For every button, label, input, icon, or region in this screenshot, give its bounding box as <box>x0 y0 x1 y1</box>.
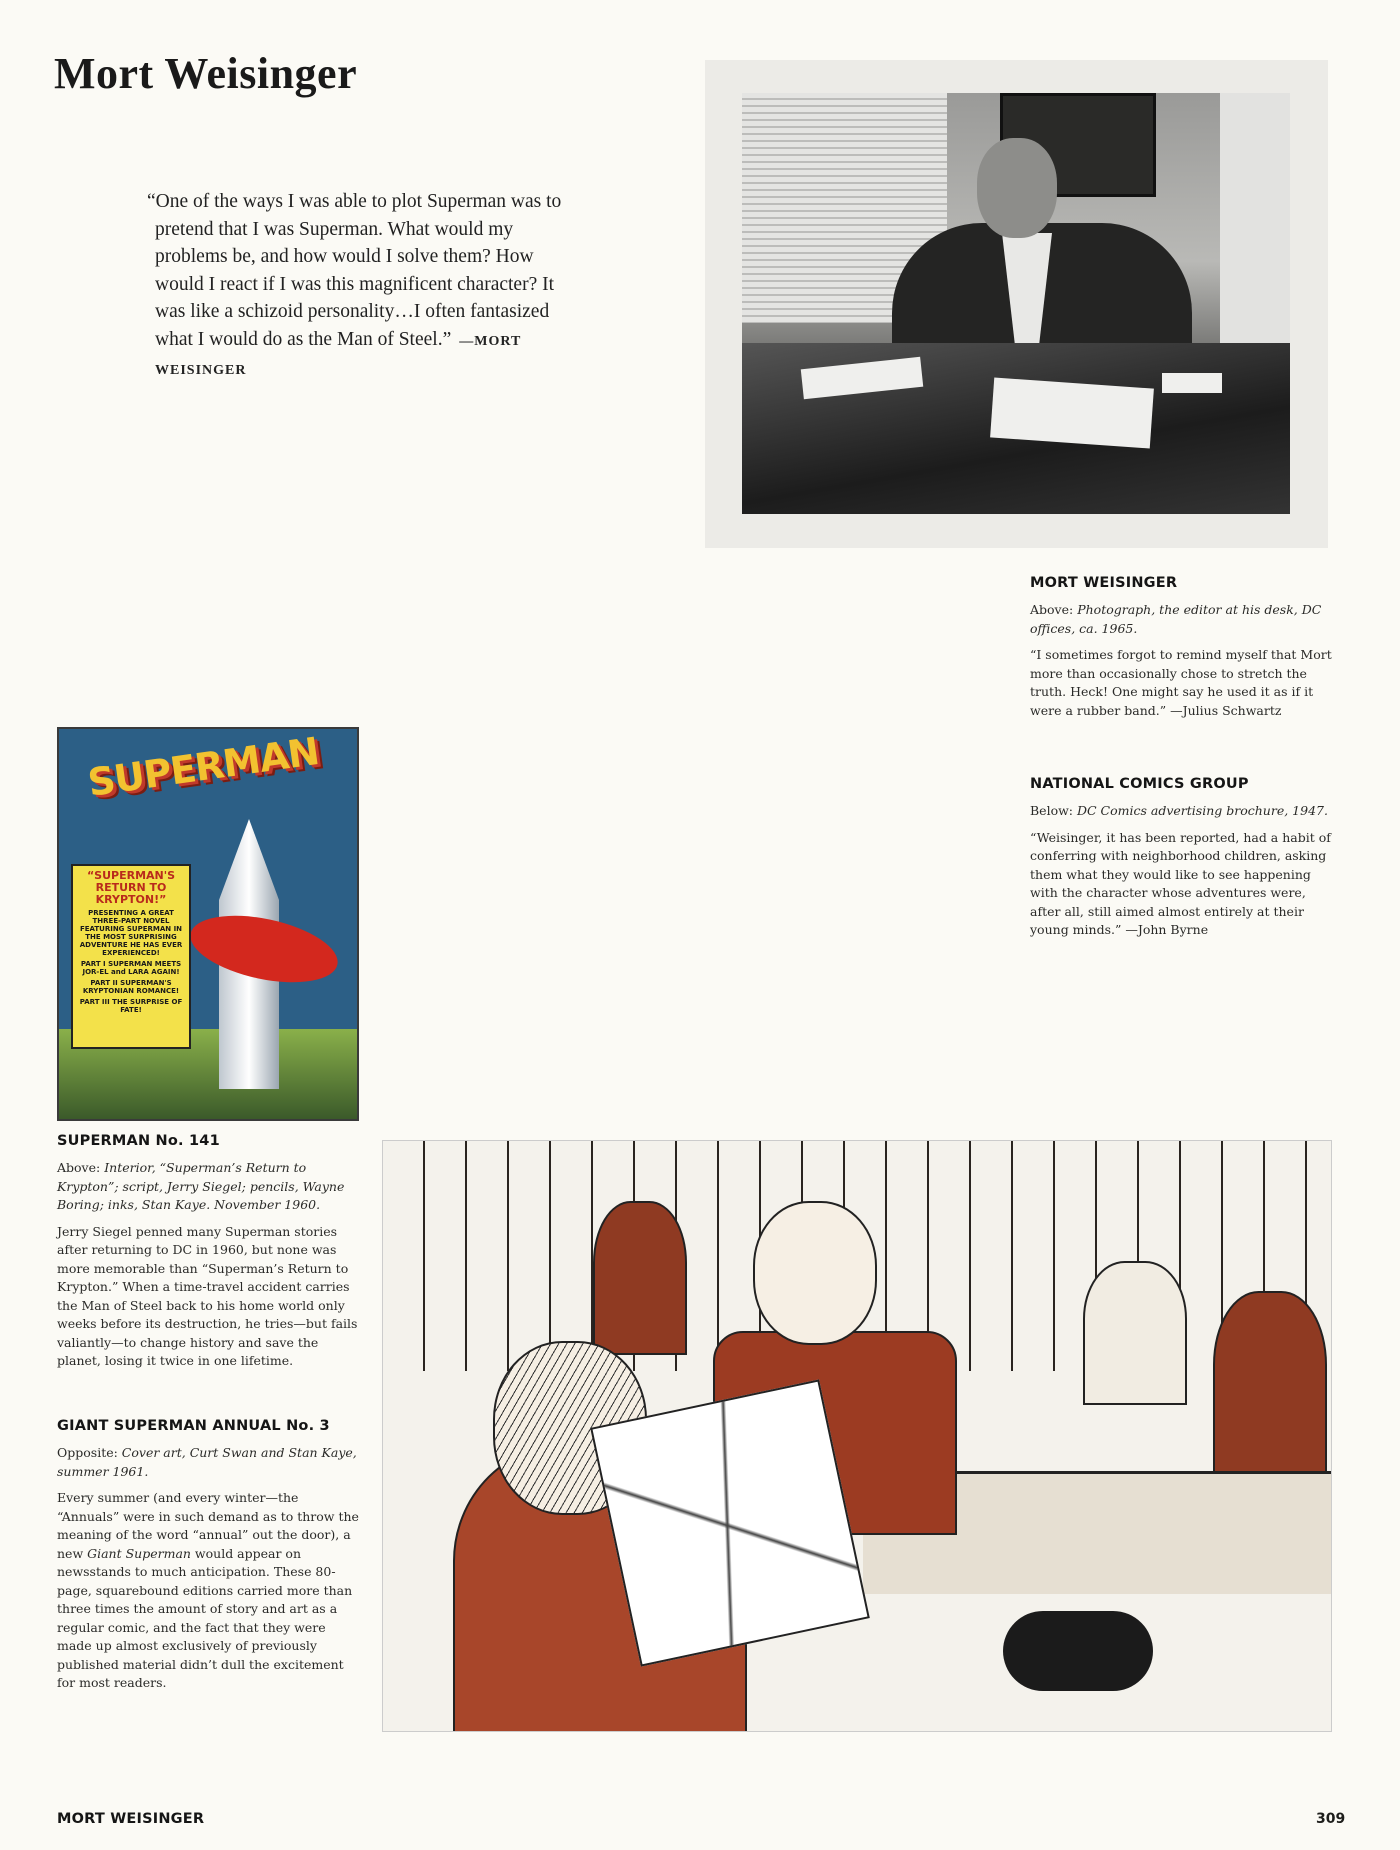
caption-body-part: would appear on newsstands to much anticipation. These 80-page, squarebound editions carried more than three times the amount of story and art as a regular comic, and the fact that they were made up almost exclusively of previously published material didn’t dull the excitement for most readers. <box>57 1545 353 1690</box>
cover-part: PART III THE SURPRISE OF FATE! <box>79 998 183 1014</box>
caption-body-italic: Giant Superman <box>87 1545 191 1561</box>
page-number: 309 <box>1316 1811 1346 1827</box>
telephone <box>1003 1611 1153 1691</box>
caption-body: “I sometimes forgot to remind myself that Mort more than occasionally chose to stretch the truth. Heck! One might say he used it as if it were a rubber band.” —Julius Schwartz <box>1030 647 1332 718</box>
head <box>977 138 1057 238</box>
cover-blurb: PRESENTING A GREAT THREE-PART NOVEL FEATURING SUPERMAN IN THE MOST SURPRISING ADVENTURE HE HAS EVER EXPERIENCED! <box>79 909 183 957</box>
layout-sheet <box>590 1379 870 1666</box>
caption-body-part: Every summer (and every winter—the “Annuals” were in such demand as to throw the meaning of the word “annual” out the door), a new <box>57 1490 359 1561</box>
caption-heading: NATIONAL COMICS GROUP <box>1030 776 1249 792</box>
caption-lead <box>57 1444 362 1481</box>
footer-section-label: MORT WEISINGER <box>57 1811 205 1827</box>
caption-lead-italic: Cover art, Curt Swan and Stan Kaye, summer 1961. <box>57 1445 357 1479</box>
caption-lead-italic: DC Comics advertising brochure, 1947. <box>1077 803 1328 818</box>
cover-part: PART I SUPERMAN MEETS JOR-EL and LARA AGAIN! <box>80 960 182 976</box>
caption-body: Jerry Siegel penned many Superman stories after returning to DC in 1960, but none was more memorable than “Superman’s Return to Krypton.” When a time-travel accident carries the Man of Steel back to his home world only weeks before its destruction, he tries—but fails valiantly—to change history and save the planet, losing it twice in one lifetime. <box>57 1223 358 1368</box>
caption-superman-141 <box>57 1133 362 1371</box>
caption-mort-weisinger <box>1030 575 1340 720</box>
desk-paper <box>990 377 1154 448</box>
caption-lead <box>1030 802 1340 821</box>
man-figure <box>1213 1291 1327 1475</box>
caption-heading: GIANT SUPERMAN ANNUAL No. 3 <box>57 1418 330 1434</box>
quote-text: “One of the ways I was able to plot Superman was to pretend that I was Superman. What would my problems be, and how would I solve them? How would I react if I was this magnificent character? It was like a schizoid personality…I often fantasized what I would do as the Man of Steel.” <box>147 191 562 350</box>
caption-body: “Weisinger, it has been reported, had a habit of conferring with neighborhood children, asking them what they would like to see happening with the character whose adventures were, after all, still aimed almost entirely at their young minds.” —John Byrne <box>1030 829 1331 937</box>
caption-giant-superman-annual-3 <box>57 1418 362 1693</box>
caption-lead <box>1030 601 1340 638</box>
caption-body <box>57 1489 362 1693</box>
caption-lead-label: Above: <box>57 1160 105 1175</box>
caption-lead-label: Above: <box>1030 602 1078 617</box>
caption-lead-label: Opposite: <box>57 1445 122 1460</box>
caption-lead-italic: Photograph, the editor at his desk, DC offices, ca. 1965. <box>1030 602 1322 636</box>
caption-lead-label: Below: <box>1030 803 1077 818</box>
man-figure <box>1083 1261 1187 1405</box>
caption-heading: SUPERMAN No. 141 <box>57 1133 220 1149</box>
photo-weisinger-at-desk <box>742 93 1290 514</box>
woman-figure <box>593 1201 687 1355</box>
caption-national-comics-group <box>1030 776 1340 940</box>
cover-story-title: “SUPERMAN'S RETURN TO KRYPTON!” <box>86 869 176 906</box>
cover-logo: SUPERMAN <box>85 729 322 805</box>
comic-cover-superman-141 <box>57 727 359 1121</box>
cover-story-box <box>71 864 191 1049</box>
quote-attribution: —MORT WEISINGER <box>155 333 522 378</box>
caption-lead-italic: Interior, “Superman’s Return to Krypton”; script, Jerry Siegel; pencils, Wayne Boring; inks, Stan Kaye. November 1960. <box>57 1160 345 1212</box>
cover-part: PART II SUPERMAN'S KRYPTONIAN ROMANCE! <box>82 979 180 995</box>
boy-head <box>753 1201 877 1345</box>
pull-quote <box>147 188 575 385</box>
page-title: Mort Weisinger <box>54 49 358 98</box>
caption-heading: MORT WEISINGER <box>1030 575 1178 591</box>
caption-lead <box>57 1159 362 1215</box>
desk-paper <box>1162 373 1222 393</box>
illustration-dc-office-brochure <box>382 1140 1332 1732</box>
